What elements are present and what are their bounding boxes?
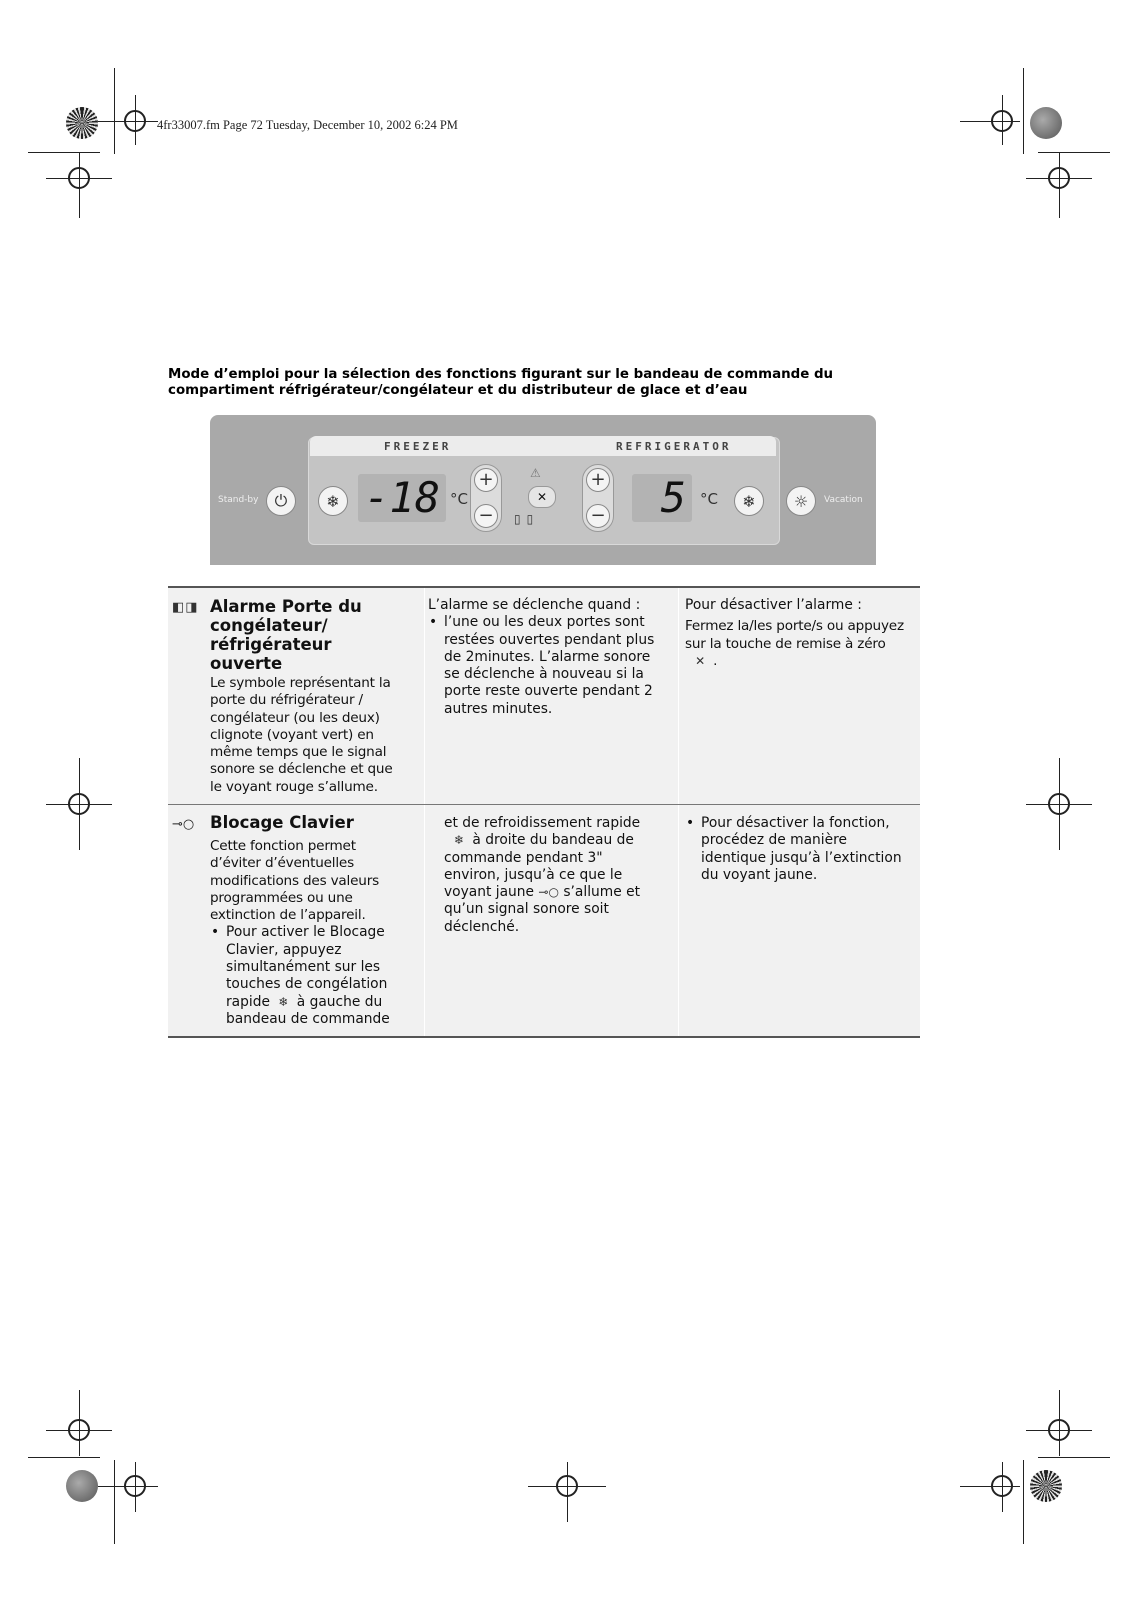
table-row	[210, 597, 420, 796]
heading-line-2: compartiment réfrigérateur/congélateur et du distributeur de glace et d’eau	[168, 383, 748, 398]
registration-disc-icon	[66, 1470, 98, 1502]
list-item: • Pour activer le Blocage Clavier, appuyez simultanément sur les touches de congélation rapide ❄ à gauche du bandeau de commande	[210, 924, 422, 1028]
registration-star-icon	[1030, 1470, 1062, 1502]
fast-freeze-icon: ❄	[318, 486, 348, 516]
alarm-disable-column: Pour désactiver l’alarme : Fermez la/les porte/s ou appuyez sur la touche de remise à zéro ✕ .	[685, 597, 904, 669]
standby-power-icon: ⏻	[266, 486, 296, 516]
minus-icon: −	[586, 504, 610, 528]
vacation-icon: ☼	[786, 486, 816, 516]
refrigerator-unit: °C	[700, 490, 718, 508]
door-indicators-icon: ▯▯	[514, 512, 540, 526]
row-title: Alarme Porte du congélateur/ réfrigérateur ouverte	[210, 597, 362, 673]
door-alarm-icon: ◧◨	[172, 600, 199, 615]
plus-icon: +	[586, 468, 610, 492]
crosshair-icon	[1048, 793, 1070, 815]
crosshair-icon	[1048, 1419, 1070, 1441]
row-title: Blocage Clavier	[210, 813, 354, 832]
fast-cool-icon: ❄	[453, 833, 465, 848]
key-lock-icon: ⊸○	[538, 885, 559, 900]
crosshair-icon	[68, 1419, 90, 1441]
freezer-temperature-display: -18	[358, 474, 446, 522]
plus-icon: +	[474, 468, 498, 492]
table-row	[210, 813, 422, 1028]
freezer-plus-minus	[470, 464, 502, 532]
registration-star-icon	[66, 107, 98, 139]
refrigerator-temperature-display: 5	[632, 474, 692, 522]
list-item: • l’une ou les deux portes sont restées ouvertes pendant plus de 2minutes. L’alarme sonore se déclenche à nouveau si la porte reste ouverte pendant 2 autres minutes.	[428, 614, 676, 718]
alarm-trigger-column: L’alarme se déclenche quand : • l’une ou les deux portes sont restées ouvertes pendant plus de 2minutes. L’alarme sonore se déclenche à nouveau si la porte reste ouverte pendant 2 autres minutes.	[428, 597, 676, 718]
key-lock-icon: ⊸○	[172, 817, 195, 832]
standby-label: Stand-by	[218, 495, 259, 505]
row-description: Cette fonction permet d’éviter d’éventuelles modifications des valeurs programmées ou une extinction de l’appareil.	[210, 838, 379, 924]
list-item: • Pour désactiver la fonction, procédez de manière identique jusqu’à l’extinction du voyant jaune.	[685, 815, 917, 884]
freezer-label: FREEZER	[384, 440, 452, 453]
alarm-triangle-icon: ⚠	[530, 466, 541, 480]
crosshair-icon	[68, 167, 90, 189]
alarm-reset-icon: ✕	[695, 653, 705, 668]
refrigerator-label: REFRIGERATOR	[616, 440, 732, 453]
heading-line-1: Mode d’emploi pour la sélection des fonctions figurant sur le bandeau de commande du	[168, 367, 834, 382]
table-bottom-rule	[168, 1036, 920, 1038]
page-heading	[168, 367, 928, 399]
fast-freeze-icon: ❄	[278, 994, 289, 1009]
minus-icon: −	[474, 504, 498, 528]
key-lock-middle-column: et de refroidissement rapide ❄ à droite du bandeau de commande pendant 3" environ, jusqu’à ce que le voyant jaune ⊸○ s’allume et qu’un signal sonore soit déclenché.	[444, 815, 641, 935]
refrigerator-plus-minus	[582, 464, 614, 532]
registration-disc-icon	[1030, 107, 1062, 139]
file-info-header: 4fr33007.fm Page 72 Tuesday, December 10, 2002 6:24 PM	[157, 118, 458, 132]
alarm-reset-icon: ✕	[528, 486, 556, 508]
crosshair-icon	[1048, 167, 1070, 189]
vacation-label: Vacation	[824, 495, 863, 505]
row-description: Le symbole représentant la porte du réfrigérateur / congélateur (ou les deux) clignote (voyant vert) en même temps que le signal sonore se déclenche et que le voyant rouge s’allume.	[210, 675, 393, 795]
fast-cool-icon: ❄	[734, 486, 764, 516]
key-lock-right-column	[685, 815, 917, 884]
freezer-unit: °C	[450, 490, 468, 508]
crosshair-icon	[68, 793, 90, 815]
crosshair-icon	[556, 1475, 578, 1497]
